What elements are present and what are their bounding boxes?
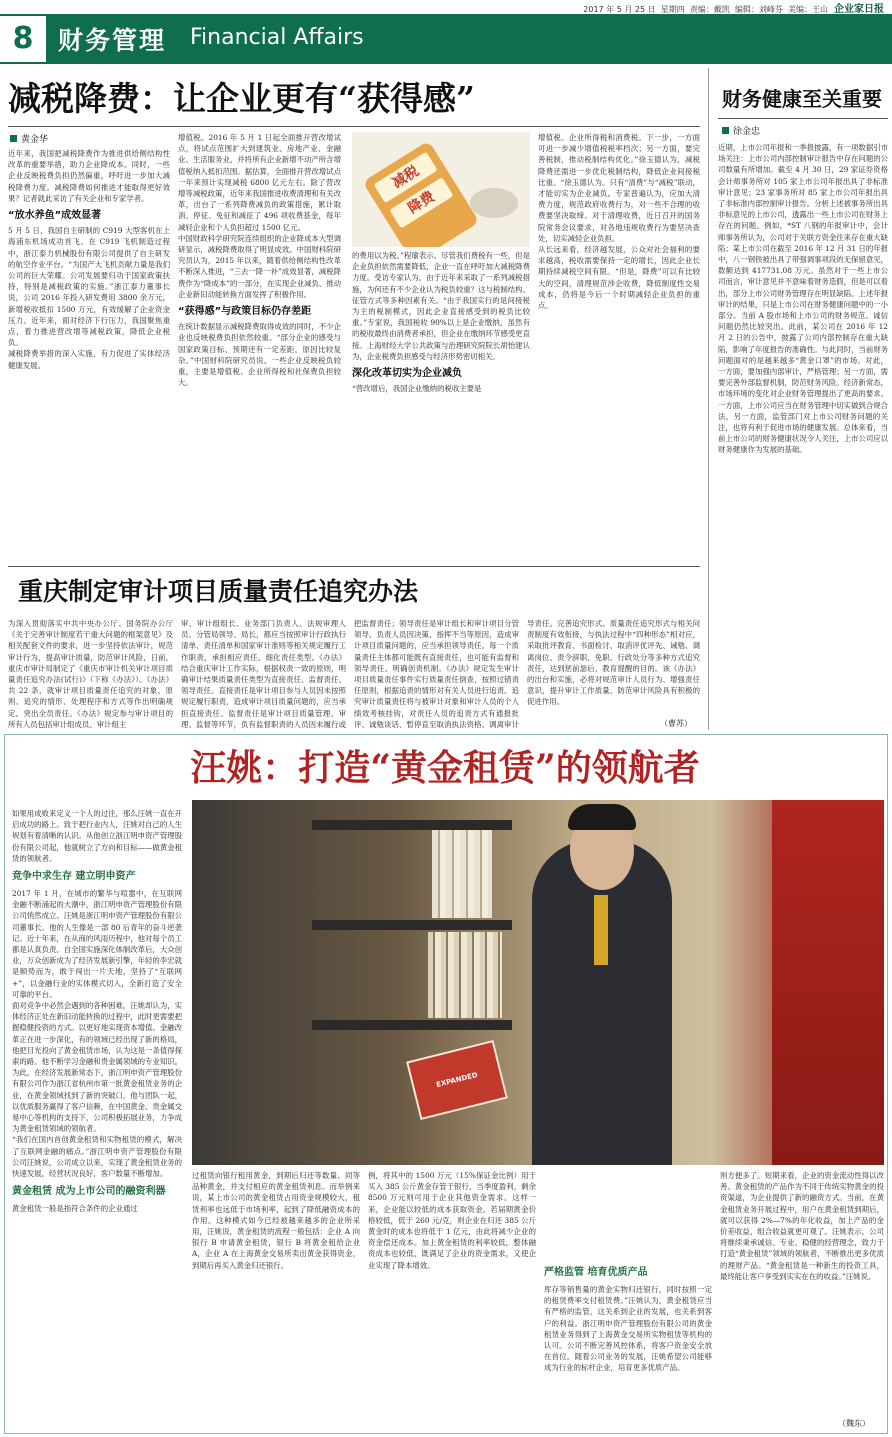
article2-rule	[718, 118, 888, 119]
section-banner	[0, 14, 892, 64]
article2-byline: 徐金忠	[722, 124, 760, 137]
masthead-line: 2017 年 5 月 25 日 星期四 责编：戴凯 编辑：刘峰芬 美编：王山 企业家日报	[583, 4, 884, 14]
article4-source: （魏东）	[838, 1419, 870, 1428]
article2-body: 近期，上市公司年报和一季报披露，有一项数据引市场关注：上市公司内部控制审计报告中存在问题的公司数量有所增加。截至 4 月 30 日，29 家证券资格会计师事务所对 105 家上市公司年报出具了非标准审计意见；23 家事务所对 85 家上市公司年报出具了非标准内部控制审计报告。分析上述被事务所出具非标意见的上市公司，透露出一些上市公司在财务上存在的问题。例如，*ST 八钢的年报审计中，会计师事务所认为，公司对于关联方资金往来存在重大缺陷；某上市公司在截至 2016 年 12 月 31 日的年报中，八一钢铁被出具了带强调事项段的无保留意见，数额达到 417731.08 万元。虽然对于一些上市公司而言，审计意见并不意味着财务造假，但是可以看出，部分上市公司财务管理存在明显缺陷。上述年报审计的结果，只是上市公司在财务健康问题中的一小部分。当前 A 股市场和上市公司的财务规范、诚信问题仍然比较突出。此前，某公司在 2016 年 12 月 2 日的公告中，披露了公司内部控制存在重大缺陷，影响了年度报告的准确性。与此同时，当前财务问题面对的是越来越多“黄金口罩”的市场。对此，一方面，要加强内部审计，严格管理；另一方面，需要完善外部监督机制，防范财务风险。经济新常态，市场环境的变化对企业财务管理提出了更高的要求。一方面，上市公司应当在财务管理中切实做到合规合法，另一方面，监管部门对上市公司财务问题的关注，也将有利于促进市场的健康发展。总体来看，当前上市公司的财务健康状况令人关注，上市公司应以财务健康作为发展的基础。	[718, 143, 888, 455]
article1-byline: 黄金华	[10, 132, 48, 145]
article1-subhead-3: 深化改革切实为企业减负	[352, 368, 462, 380]
article3-col3: 把监督责任；领导责任是审计组长和审计项目分管领导、负责人员因决策、指挥不当等原因，造成审计项目质量问题的，应当承担领导责任。每一个质量责任主体都可能既有直接责任，也可能有监督和领导责任。明确创责机制。《办法》规定发生审计项目质量责任事件实行质量责任倒查，按照过错责任原则，根据追责的情形对有关人员进行追责。追究审计质量责任将与被审计对象和审计人员的个人绩效考核挂钩，对责任人员的追责方式有通报批评、诚勉谈话、暂停直至取消执法资格、调离审计	[354, 619, 519, 729]
article4-subhead-3: 严格监管 培育优质产品	[544, 1267, 648, 1278]
flag	[772, 800, 884, 1165]
article4-col2: 过租赁向银行租用黄金，到期后归还等数量、同等品种黄金，并支付相应的黄金租赁利息。而举例来说，某上市公司的黄金租赁占用资金规模较大，租赁利率也远低于市场利率，起到了降低融资成本的作用。这种模式如今已经被越来越多的企业所采用，汪姚说，黄金租赁的流程一般包括：企业 A 向银行 B 申请黄金租赁，银行 B 将黄金租给企业 A，企业 A 在上海黄金交易所卖出黄金获得资金，到期后再买入黄金归还银行。	[192, 1171, 360, 1270]
article1-subhead-2: “获得感”与政策目标仍存差距	[178, 306, 312, 318]
article1-col2: 增值税。2016 年 5 月 1 日起全面推开营改增试点，将试点范围扩大到建筑业、房地产业、金融业、生活服务业，并将所有企业新增不动产所含增值税纳入抵扣范围。据估算，全面推开营改增试点一年来预计实现减税 6800 亿元左右。除了营改增等减税政策，近年来我国推进收费清理和有关改革，出台了一系列降费减负的政策措施，累计取消、停征、免征和减征了 496 项收费基金，每年减轻企业和个人负担超过 1500 亿元。 中国财政科学研究院连续组织的企业降成本大型调研显示，减税降费取得了明显成效。中国财科院研究员认为，2015 年以来，随着供给侧结构性改革不断深入推进，“三去一降一补”成效显著，减税降费作为“降成本”的一部分，在实现企业减负、推动企业新旧动能转换方面发挥了积极作用。 “获得感”与政策目标仍存差距 在统计数据显示减税降费取得成效的同时，不少企业也反映税费负担依然较重。“部分企业的感受与国家政策目标、预期还有一定差距，原因比较复杂。”中国财科院研究员说。一些企业反映税负较重，主要是增值税、企业所得税和社保费负担较大。	[178, 133, 341, 388]
article4-subhead-2: 黄金租赁 成为上市公司的融资利器	[12, 1186, 166, 1198]
article1-rule	[8, 126, 700, 127]
article3-col4: 导责任。完善追究形式。质量责任追究形式与相关问责制度有效衔接，与执法过程中“四种形态”相对应，采取批评教育、书面检讨、取消评优评先、诫勉、调离岗位、责令辞职、免职、行政处分等多种方式追究责任，达到惩前毖后、教育提醒的目的。该《办法》的出台和实施，必将对规范审计人员行为、增强责任意识，提升审计工作质量、防范审计风险具有积极的促进作用。	[527, 619, 700, 707]
article1-col4: 增值税、企业所得税和消费税。下一步，一方面可进一步减少增值税税率档次；另一方面，要完善税制，推动税制结构优化。”徐玉德认为，减税降费还需进一步优化税制结构，降低企业间接税比重。“徐玉德认为。只有“清费”与“减税”联动，才能切实为企业减负。专家普遍认为，应加大清费力度，规范政府收费行为，对一些不合理的收费要坚决取缔。对于清理收费，近日召开的国务院常务会议要求，对各地违规收费行为要坚决查处，切实减轻企业负担。 从长远来看，经济越发展，公众对社会福利的要求越高，税收需要保持一定的增长，因此企业长期持续减税空间有限。“但是，降费”可以有比较大的空间，清理规范涉企收费，降低制度性交易成本，仍将是今后一个时期减轻企业负担的重点。	[538, 133, 700, 311]
calculator-icon: 减税 降费	[362, 141, 479, 247]
article4-headline: 汪姚：打造“黄金租赁”的领航者	[190, 747, 700, 789]
article4-col5: 则方便多了。短期来看，企业的资金流动性得以改善。黄金租赁的产品作为不同于传统实物黄金的投资渠道，为企业提供了新的融资方式。当前，在黄金租赁业务开展过程中，用户在黄金租赁到期后，就可以获得 2%—7%的年化收益，加上产品的金价差收益，组合收益就更可观了。汪姚表示，公司将继续秉承诚信、专业、稳健的经营理念，致力于打造“黄金租赁”领域的领航者，不断推出更多优质的理财产品。“黄金租赁是一种新生的投资工具，最终能让客户享受到实实在在的收益。”汪姚说。	[720, 1171, 884, 1281]
section-title-en: Financial Affairs	[190, 25, 364, 50]
page-number: 8	[0, 16, 46, 62]
book-icon: EXPANDED	[406, 1040, 508, 1120]
article1-col1: 近年来，我国把减税降费作为推进供给侧结构性改革的重要举措，助力企业降成本。同时，一些企业反映税费负担仍然偏重，呼吁进一步加大减税降费力度。减税降费如何推进才能取得更好效果？记者就此采访了有关企业和专家学者。 “放水养鱼”成效显著 5 月 5 日，我国自主研制的 C919 大型客机在上海浦东机场成功首飞。在 C919 飞机制造过程中，浙江泰力机械股份有限公司提供了自主研发的航空作业平台。“为国产大飞机贡献力量是我们公司的巨大荣耀。公司发展要归功于国家政策扶持，特别是减税政策的实施。”浙江泰力董事长说，公司 2016 年投入研发费用 3800 余万元，新增税收抵扣 1500 万元，有效缓解了企业资金压力。近年来，面对经济下行压力，我国聚焦重点，着力推进营改增等减税政策，降低企业税负。 减税降费举措的深入实施，有力促进了实体经济健康发展。	[8, 149, 170, 370]
article3-col1: 为深入贯彻落实中共中央办公厅、国务院办公厅《关于完善审计制度若干重大问题的框架意见》及相关配套文件的要求，进一步坚持依法审计，规范审计行为，提高审计质量，防范审计风险，日前，重庆市审计局制定了《重庆市审计机关审计项目质量责任追究办法(试行)》（下称《办法》）。《办法》共 22 条，就审计项目质量责任追究的对象、原则、追究的情形、处理程序和方式等作出明确规定。突出全员责任。《办法》规定参与审计项目的所有人员包括审计组成员、审计组主	[8, 619, 173, 729]
portrait-photo	[192, 800, 884, 1165]
article3-top-rule	[8, 566, 700, 567]
article4-subhead-1: 竞争中求生存 建立明申资产	[12, 871, 136, 883]
coins-icon	[470, 188, 518, 218]
article4-col4: 严格监管 培育优质产品 库存等销售量的黄金实物归还银行，同时按照一定的租赁费率支付租赁费。”汪姚认为，黄金租赁应当有严格的监管，这关系到企业的发展，也关系到客户的利益。浙江明申资产管理股份有限公司的黄金租赁业务得到了上海黄金交易所实物租赁等机构的认可。公司不断完善风控体系，将客户资金安全放在首位。随着公司业务的发展，汪姚希望公司能够成为行业的标杆企业，培育更多优质产品。	[544, 1267, 712, 1373]
article3-headline: 重庆制定审计项目质量责任追究办法	[18, 577, 419, 606]
article3-source: （曹苏）	[660, 719, 692, 728]
section-title: 财务管理	[58, 26, 167, 55]
article4-col3: 例，将其中的 1500 万元（15%保证金比例）用于买入 385 公斤黄金存管于银行，当季度盈利，剩余 8500 万元则可用于企业其他资金需求。这样一来，企业能以较低的成本获取资金。若届期黄金价格较低，低于 260 元/克，则企业在归还 385 公斤黄金时的成本也将低于 1 亿元，由此将减少企业的资金偿还成本。加上黄金租赁的利率较低，整体融资成本也较低，既满足了企业的资金需求，又使企业实现了降本增效。	[368, 1171, 536, 1270]
article1-headline: 减税降费：让企业更有“获得感”	[8, 79, 475, 118]
tax-illustration	[352, 132, 530, 247]
article4-col1: 如果用成败来定义一个人的过往，那么汪姚一直在开启成功的路上。致于把行业内人，汪姚对自己的人生规划有着清晰的认识。从他创立浙江明申资产管理股份有限公司起，他就树立了方向和目标——做黄金租赁的领航者。 竞争中求生存 建立明申资产 2017 年 1 月，在城市的繁华与喧嚣中，在互联网金融不断涌起的大潮中，浙江明申资产管理股份有限公司悄然成立。汪姚是浙江明申资产管理股份有限公司董事长。他的人生像是一部 80 后青年的奋斗逆袭记。近十年来，在从商的风雨历程中，他对每个员工都是认真负责。自全国实施深化体制改革后，大众创业，万众创新成为了经济发展新引擎，年轻的李宏就是顺势而为，敢于闯出一片天地，坚持了“互联网+”，以金融行业的实体模式切入，全新打造了安全可靠的平台。 面对竞争中必然会遇到的各种困难，汪姚却认为，实体经济正处在新旧动能转换的过程中，此时更需要把握稳健投资的方式。以更好地实现资本增值。金融改革正在进一步深化，有的领域已经出现了新的格局，他把目光投向了黄金租赁市场，认为这是一条值得探索的路。他不断学习金融和贵金属领域的专业知识。 为此，在经济发展新常态下，浙江明申资产管理股份有限公司作为浙江省杭州市第一批黄金租赁业务的企业，在黄金领域找到了新的突破口。他与团队一起，以优质服务赢得了客户信赖，在中国黄金、贵金属交易中心等机构的支持下，公司积极拓展业务，力争成为黄金租赁领域的领航者。 “我们在国内首创黄金租赁和实物租赁的模式，解决了互联网金融的痛点。”浙江明申资产管理股份有限公司汪姚说，公司成立以来，实现了黄金租赁业务的快速发展，经营状况良好，客户数量不断增加。 黄金租赁 成为上市公司的融资利器 黄金租赁一般是指符合条件的企业通过	[12, 809, 182, 1214]
newspaper-brand: 企业家日报	[834, 4, 884, 14]
column-divider	[708, 68, 709, 730]
article2-headline: 财务健康至关重要	[722, 87, 882, 111]
article3-col2: 审、审计组组长、业务部门负责人、法规审理人员、分管局领导、局长，都应当按照审计行政执行清单、责任清单和国家审计准则等相关规定履行工作职责，承担相应责任。细化责任类型。《办法》结合重庆审计工作实际，根据权责一致的原则，明确审计结果质量责任类型为直接责任、监督责任、领导责任。直接责任是审计项目参与人员因未按照规定履行职责，造成审计项目质量问题的，应当承担直接责任。监督责任是审计项目质量管理、审理、监督等环节，负有监督职责的人员因未履行或	[181, 619, 346, 729]
article1-subhead-1: “放水养鱼”成效显著	[8, 210, 102, 222]
article1-col3: 的费用以为税。”程瑜表示。尽管我们费税有一些，但是企业负担依然需要降低，企业一直在呼吁加大减税降费力度。受访专家认为，由于近年来采取了一系列减税措施，为何还有不少企业认为税负较重？这与税制结构、征管方式等多种因素有关。“由于我国实行的是间接税为主的税制模式，因此企业直接感受到的税负比较重。”专家说，我国税收 90%以上是企业缴纳，虽然有的税收最终由消费者承担，但企业在缴纳环节感受更直接。上海财经大学公共政策与治理研究院院长胡怡建认为，企业税费负担感受与经济形势密切相关。 深化改革切实为企业减负 “营改增后，我国企业缴纳的税收主要是	[352, 251, 530, 394]
